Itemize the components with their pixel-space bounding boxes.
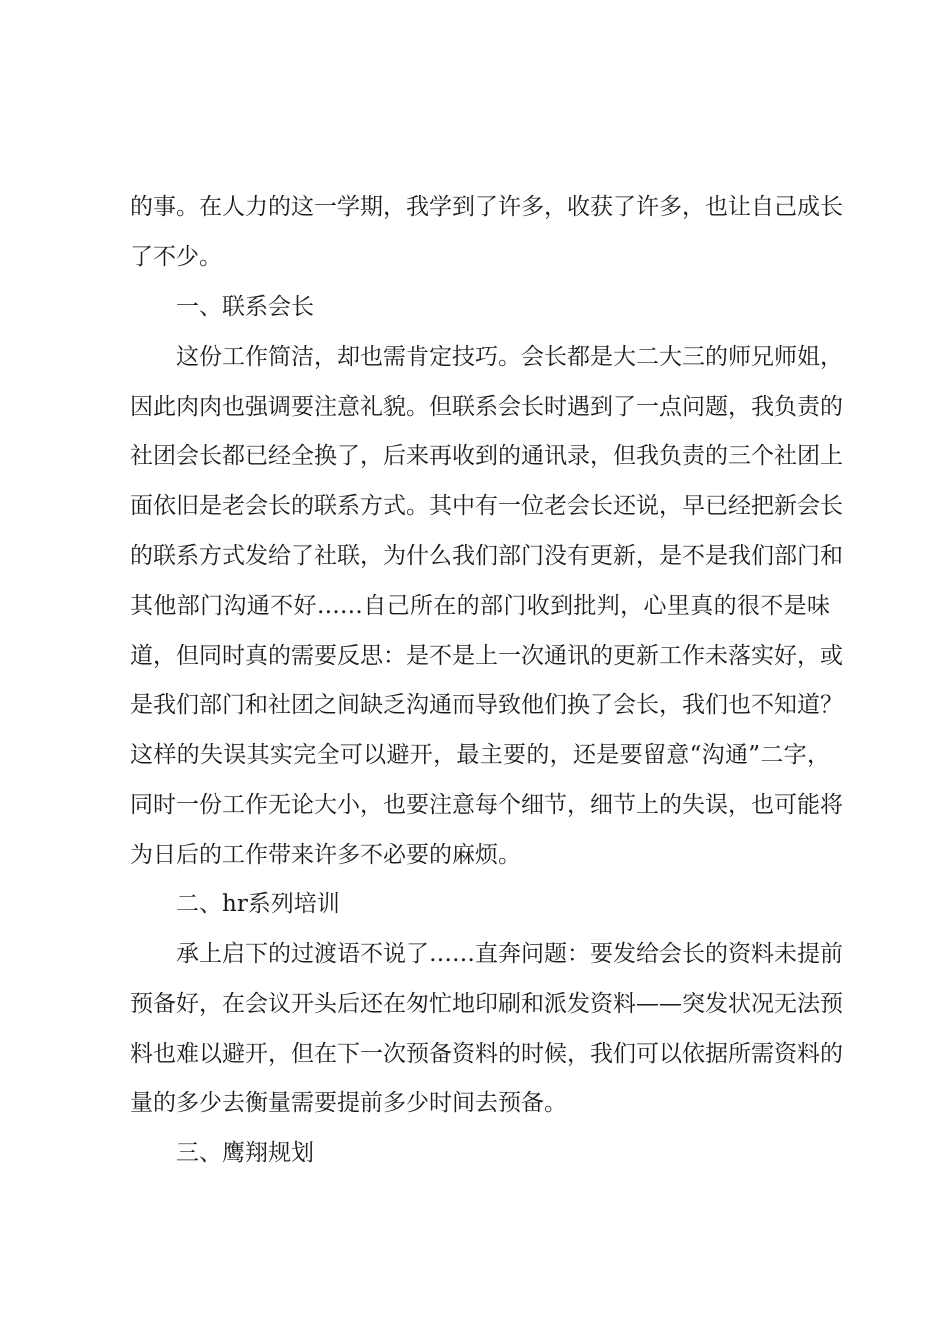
paragraph-line: 为日后的工作带来许多不必要的麻烦。	[130, 842, 521, 868]
paragraph-line: 面依旧是老会长的联系方式。其中有一位老会长还说，早已经把新会长	[130, 493, 843, 519]
paragraph-line: 其他部门沟通不好……自己所在的部门收到批判，心里真的很不是味	[130, 593, 830, 619]
paragraph-line: 道，但同时真的需要反思：是不是上一次通讯的更新工作未落实好，或	[130, 643, 843, 669]
section-heading: 一、联系会长	[176, 294, 314, 320]
paragraph-line: 承上启下的过渡语不说了……直奔问题：要发给会长的资料未提前	[176, 941, 843, 967]
paragraph-line: 的联系方式发给了社联，为什么我们部门没有更新，是不是我们部门和	[130, 543, 843, 569]
paragraph-line: 同时一份工作无论大小，也要注意每个细节，细节上的失误，也可能将	[130, 792, 843, 818]
section-heading: 三、鹰翔规划	[176, 1140, 314, 1166]
paragraph-line: 预备好，在会议开头后还在匆忙地印刷和派发资料——突发状况无法预	[130, 991, 843, 1017]
paragraph-line: 这份工作简洁，却也需肯定技巧。会长都是大二大三的师兄师姐，	[176, 344, 843, 370]
paragraph-line: 因此肉肉也强调要注意礼貌。但联系会长时遇到了一点问题，我负责的	[130, 394, 843, 420]
paragraph-line: 量的多少去衡量需要提前多少时间去预备。	[130, 1090, 567, 1116]
paragraph-line: 的事。在人力的这一学期，我学到了许多，收获了许多，也让自己成长	[130, 194, 843, 220]
paragraph-line: 社团会长都已经全换了，后来再收到的通讯录，但我负责的三个社团上	[130, 443, 843, 469]
paragraph-line: 了不少。	[130, 244, 222, 270]
section-heading: 二、hr系列培训	[176, 891, 340, 917]
paragraph-line: 是我们部门和社团之间缺乏沟通而导致他们换了会长，我们也不知道？	[130, 692, 843, 718]
paragraph-line: 这样的失误其实完全可以避开，最主要的，还是要留意“沟通”二字，	[130, 742, 830, 768]
paragraph-line: 料也难以避开，但在下一次预备资料的时候，我们可以依据所需资料的	[130, 1041, 843, 1067]
